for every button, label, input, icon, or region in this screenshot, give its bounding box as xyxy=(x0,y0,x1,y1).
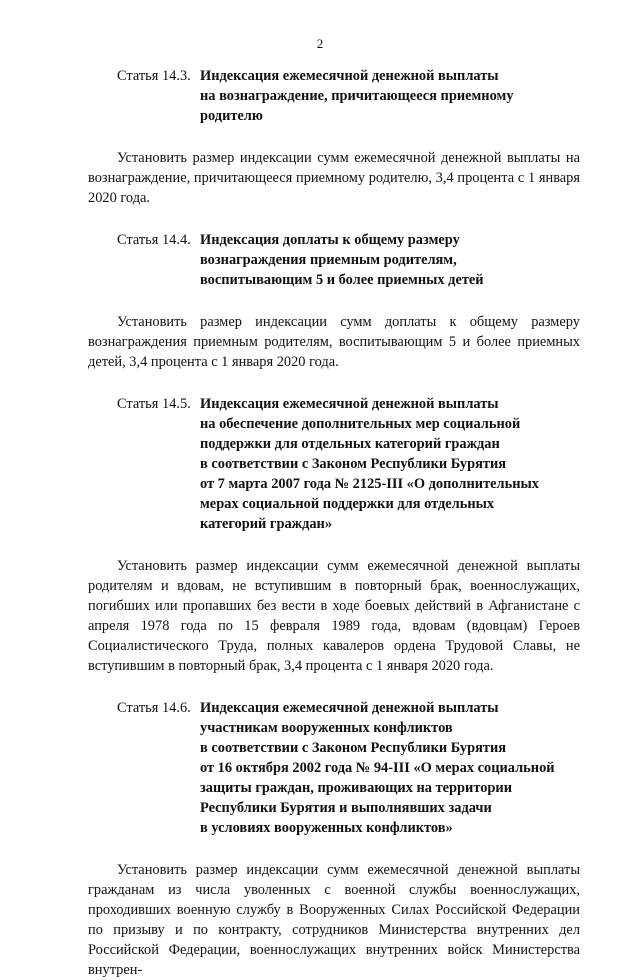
article-title-line: Индексация ежемесячной денежной выплаты xyxy=(200,396,499,412)
article-title-line: в условиях вооруженных конфликтов» xyxy=(200,820,453,836)
article-body-text: Установить размер индексации сумм ежемесячной денежной выплаты на вознаграждение, причитающееся приемному родителю, 3,4 процента с 1 января 2020 года. xyxy=(88,150,580,206)
article-label: Статья 14.4. xyxy=(117,232,191,248)
article-title-line: от 7 марта 2007 года № 2125-III «О дополнительных xyxy=(200,476,539,492)
article-title-line: в соответствии с Законом Республики Бурятия xyxy=(200,456,507,472)
article-title-line: Индексация ежемесячной денежной выплаты xyxy=(200,700,499,716)
page-number: 2 xyxy=(316,36,324,51)
article-body xyxy=(88,312,580,372)
article-title xyxy=(200,66,514,126)
article-title-line: в соответствии с Законом Республики Бурятия xyxy=(200,740,507,756)
article-body-text: Установить размер индексации сумм ежемесячной денежной выплаты родителям и вдовам, не вступившим в повторный брак, военнослужащих, погибших или пропавших без вести в ходе боевых действий в Афганистане с апреля 1978 года по 15 февраля 1989 года, вдовам (вдовцам) Героев Социалистического Труда, полных кавалеров ордена Трудовой Славы, не вступившим в повторный брак, 3,4 процента с 1 января 2020 года. xyxy=(88,558,580,674)
article-title-line: поддержки для отдельных категорий граждан xyxy=(200,436,500,452)
article-body xyxy=(88,556,580,676)
article-body xyxy=(88,148,580,208)
article-body-text: Установить размер индексации сумм ежемесячной денежной выплаты гражданам из числа уволенных с военной службы военнослужащих, проходивших военную службу в Вооруженных Силах Российской Федерации по призыву и по контракту, сотрудников Министерства внутренних дел Российской Федерации, военнослужащих внутренних войск Министерства внутрен- xyxy=(88,862,580,978)
article-label: Статья 14.5. xyxy=(117,396,191,412)
article-title-line: от 16 октября 2002 года № 94-III «О мерах социальной xyxy=(200,760,555,776)
article-title-line: вознаграждения приемным родителям, xyxy=(200,252,457,268)
article-title xyxy=(200,230,484,290)
article-title-line: родителю xyxy=(200,108,263,124)
article-body xyxy=(88,860,580,980)
article-title xyxy=(200,394,539,534)
article-heading xyxy=(88,66,580,126)
document-body xyxy=(88,66,580,980)
article-label: Статья 14.6. xyxy=(117,700,191,716)
article-title-line: на обеспечение дополнительных мер социальной xyxy=(200,416,521,432)
article-heading xyxy=(88,230,580,290)
article-body-text: Установить размер индексации сумм доплаты к общему размеру вознаграждения приемным родителям, воспитывающим 5 и более приемных детей, 3,4 процента с 1 января 2020 года. xyxy=(88,314,580,370)
article-title-line: участникам вооруженных конфликтов xyxy=(200,720,453,736)
article-title-line: мерах социальной поддержки для отдельных xyxy=(200,496,495,512)
article-title-line: Республики Бурятия и выполнявших задачи xyxy=(200,800,492,816)
article-title-line: на вознаграждение, причитающееся приемному xyxy=(200,88,514,104)
article-title-line: Индексация ежемесячной денежной выплаты xyxy=(200,68,499,84)
article-heading xyxy=(88,394,580,534)
article-heading xyxy=(88,698,580,838)
article-title-line: Индексация доплаты к общему размеру xyxy=(200,232,460,248)
article-title-line: воспитывающим 5 и более приемных детей xyxy=(200,272,484,288)
article-title-line: категорий граждан» xyxy=(200,516,333,532)
article-title-line: защиты граждан, проживающих на территории xyxy=(200,780,513,796)
article-label: Статья 14.3. xyxy=(117,68,191,84)
article-title xyxy=(200,698,555,838)
